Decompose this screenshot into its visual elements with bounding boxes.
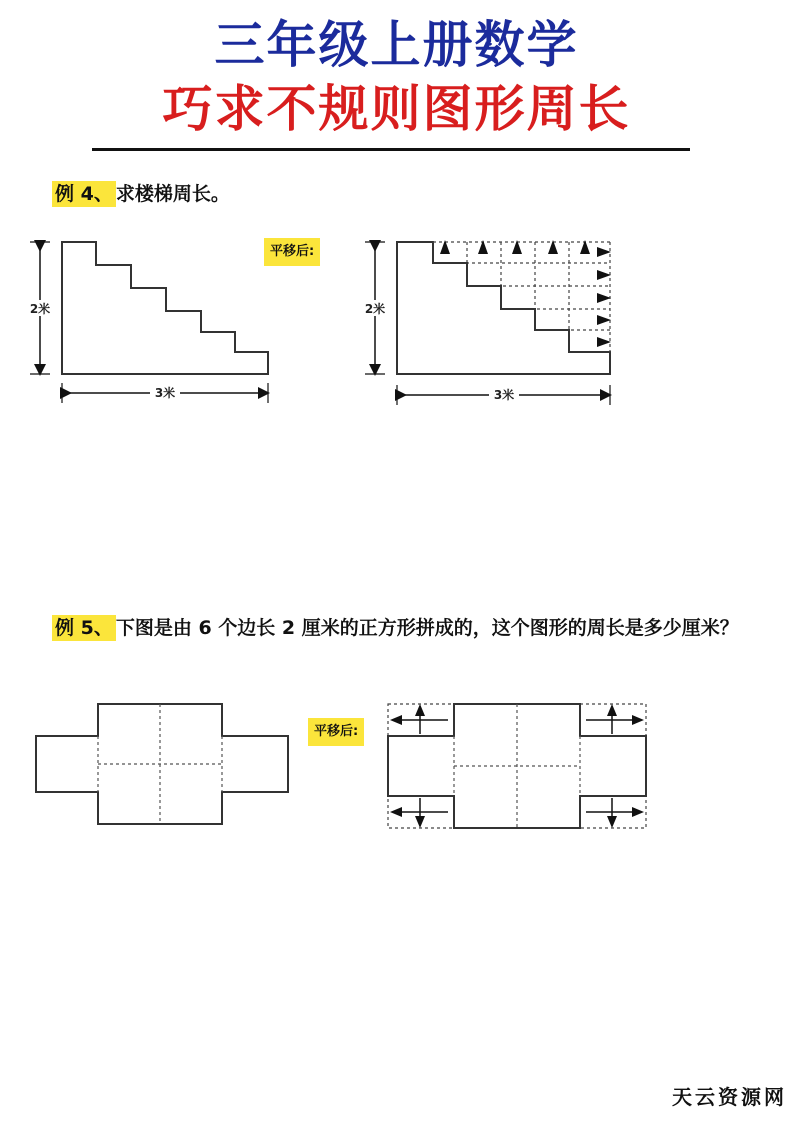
example-4-label: 例 4、: [52, 181, 116, 207]
site-watermark: 天云资源网: [672, 1085, 787, 1109]
width-label-translated: 3米: [493, 388, 515, 402]
example-4-question: 求楼梯周长。: [115, 183, 230, 205]
height-label-translated: 2米: [364, 302, 386, 316]
title-divider: [92, 148, 690, 151]
example-5-question: 下图是由 6 个边长 2 厘米的正方形拼成的，这个图形的周长是多少厘米？: [115, 617, 739, 639]
height-label: 2米: [29, 302, 51, 316]
example-5-label: 例 5、: [52, 615, 116, 641]
page-subtitle: 巧求不规则图形周长: [162, 80, 631, 138]
staircase-figure: [20, 232, 285, 412]
squares-translated-figure: [382, 700, 654, 834]
example-5-heading: [52, 612, 772, 644]
example-4-heading: [52, 180, 230, 208]
after-translation-tag-5: 平移后:: [308, 718, 364, 746]
staircase-translated-figure: [355, 232, 625, 412]
squares-figure: [30, 698, 300, 830]
page-title: 三年级上册数学: [214, 16, 579, 74]
width-label: 3米: [154, 386, 176, 400]
after-translation-tag-4: 平移后:: [264, 238, 320, 266]
